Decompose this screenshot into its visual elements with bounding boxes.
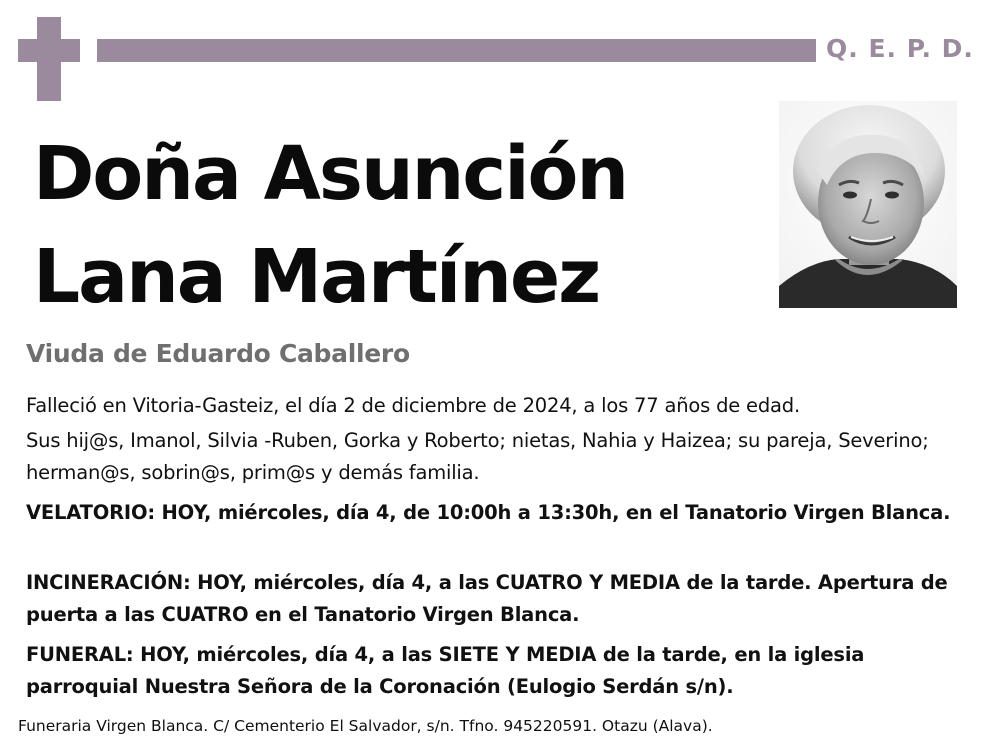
funeral-home-footer: Funeraria Virgen Blanca. C/ Cementerio El Salvador, s/n. Tfno. 945220591. Otazu (Alava). (18, 717, 713, 735)
deceased-portrait-photo (779, 101, 957, 308)
funeral-paragraph: FUNERAL: HOY, miércoles, día 4, a las SIETE Y MEDIA de la tarde, en la iglesia parroquial Nuestra Señora de la Coronación (Eulogio Serdán s/n). (26, 643, 865, 698)
family-paragraph: Sus hij@s, Imanol, Silvia -Ruben, Gorka y Roberto; nietas, Nahia y Haizea; su pareja, Severino; herman@s, sobrin@s, prim@s y demás familia. (26, 429, 929, 484)
deceased-name-line-2: Lana Martínez (33, 234, 600, 320)
incineracion-paragraph: INCINERACIÓN: HOY, miércoles, día 4, a las CUATRO Y MEDIA de la tarde. Apertura de puerta a las CUATRO en el Tanatorio Virgen Blanca. (26, 571, 948, 626)
death-paragraph: Falleció en Vitoria-Gasteiz, el día 2 de diciembre de 2024, a los 77 años de edad. (26, 394, 800, 417)
cross-horizontal-bar (18, 39, 80, 62)
deceased-name-line-1: Doña Asunción (33, 131, 628, 217)
qepd-label: Q. E. P. D. (826, 34, 974, 63)
velatorio-paragraph: VELATORIO: HOY, miércoles, día 4, de 10:00h a 13:30h, en el Tanatorio Virgen Blanca. (26, 501, 951, 524)
header-rule (97, 39, 816, 62)
deceased-subtitle: Viuda de Eduardo Caballero (26, 339, 410, 368)
